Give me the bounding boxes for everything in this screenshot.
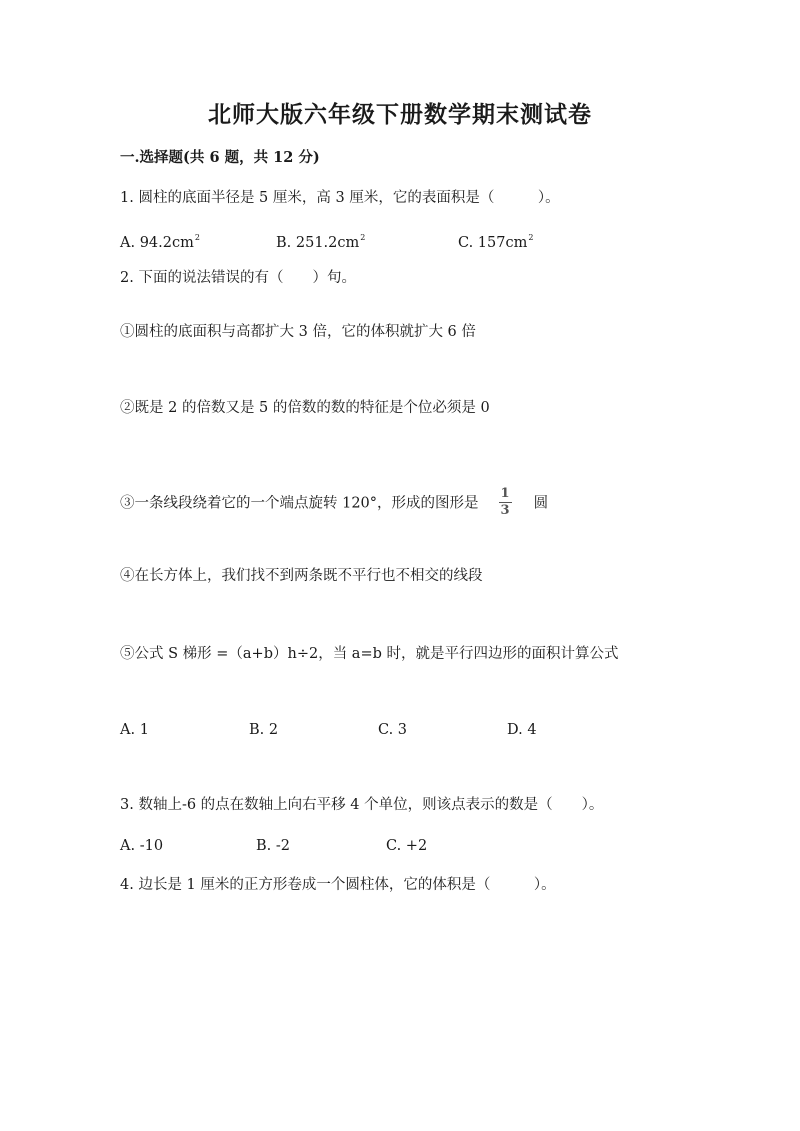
page-title: 北师大版六年级下册数学期末测试卷 bbox=[208, 101, 592, 128]
question-2-statement-3 bbox=[120, 488, 548, 519]
question-3-option-b: B. -2 bbox=[256, 838, 290, 854]
question-3-option-a: A. -10 bbox=[120, 838, 164, 854]
question-3-option-c: C. +2 bbox=[386, 838, 428, 854]
fraction-one-third bbox=[499, 487, 512, 518]
question-2-statement-1: ①圆柱的底面积与高都扩大 3 倍，它的体积就扩大 6 倍 bbox=[120, 324, 476, 340]
fraction-numerator: 1 bbox=[500, 486, 510, 501]
statement-3-text: ③一条线段绕着它的一个端点旋转 120°，形成的图形是 bbox=[120, 495, 479, 512]
question-2-statement-2: ②既是 2 的倍数又是 5 的倍数的数的特征是个位必须是 0 bbox=[120, 400, 490, 416]
question-1-option-b: B. $251.2cm^2$ bbox=[276, 233, 366, 251]
question-1-option-a: A. $94.2cm^2$ bbox=[120, 233, 200, 251]
question-2-option-b: B. 2 bbox=[249, 722, 279, 738]
question-1-text: 1. 圆柱的底面半径是 5 厘米，高 3 厘米，它的表面积是（ ）。 bbox=[120, 190, 560, 206]
question-3-text: 3. 数轴上-6 的点在数轴上向右平移 4 个单位，则该点表示的数是（ ）。 bbox=[120, 797, 604, 813]
question-2-statement-5: ⑤公式 S 梯形 =（a+b）h÷2，当 a=b 时，就是平行四边形的面积计算公式 bbox=[120, 646, 619, 662]
question-2-statement-4: ④在长方体上，我们找不到两条既不平行也不相交的线段 bbox=[120, 568, 483, 584]
statement-3-suffix: 圆 bbox=[533, 495, 549, 512]
section-heading: 一.选择题(共 6 题，共 12 分) bbox=[120, 149, 320, 166]
question-2-option-a: A. 1 bbox=[120, 722, 149, 738]
question-4-text: 4. 边长是 1 厘米的正方形卷成一个圆柱体，它的体积是（ ）。 bbox=[120, 877, 556, 893]
fraction-denominator: 3 bbox=[500, 503, 510, 518]
question-2-option-c: C. 3 bbox=[378, 722, 408, 738]
question-1-option-c: C. $157cm^2$ bbox=[458, 233, 534, 251]
question-2-option-d: D. 4 bbox=[507, 722, 537, 738]
question-2-text: 2. 下面的说法错误的有（ ）句。 bbox=[120, 270, 356, 286]
